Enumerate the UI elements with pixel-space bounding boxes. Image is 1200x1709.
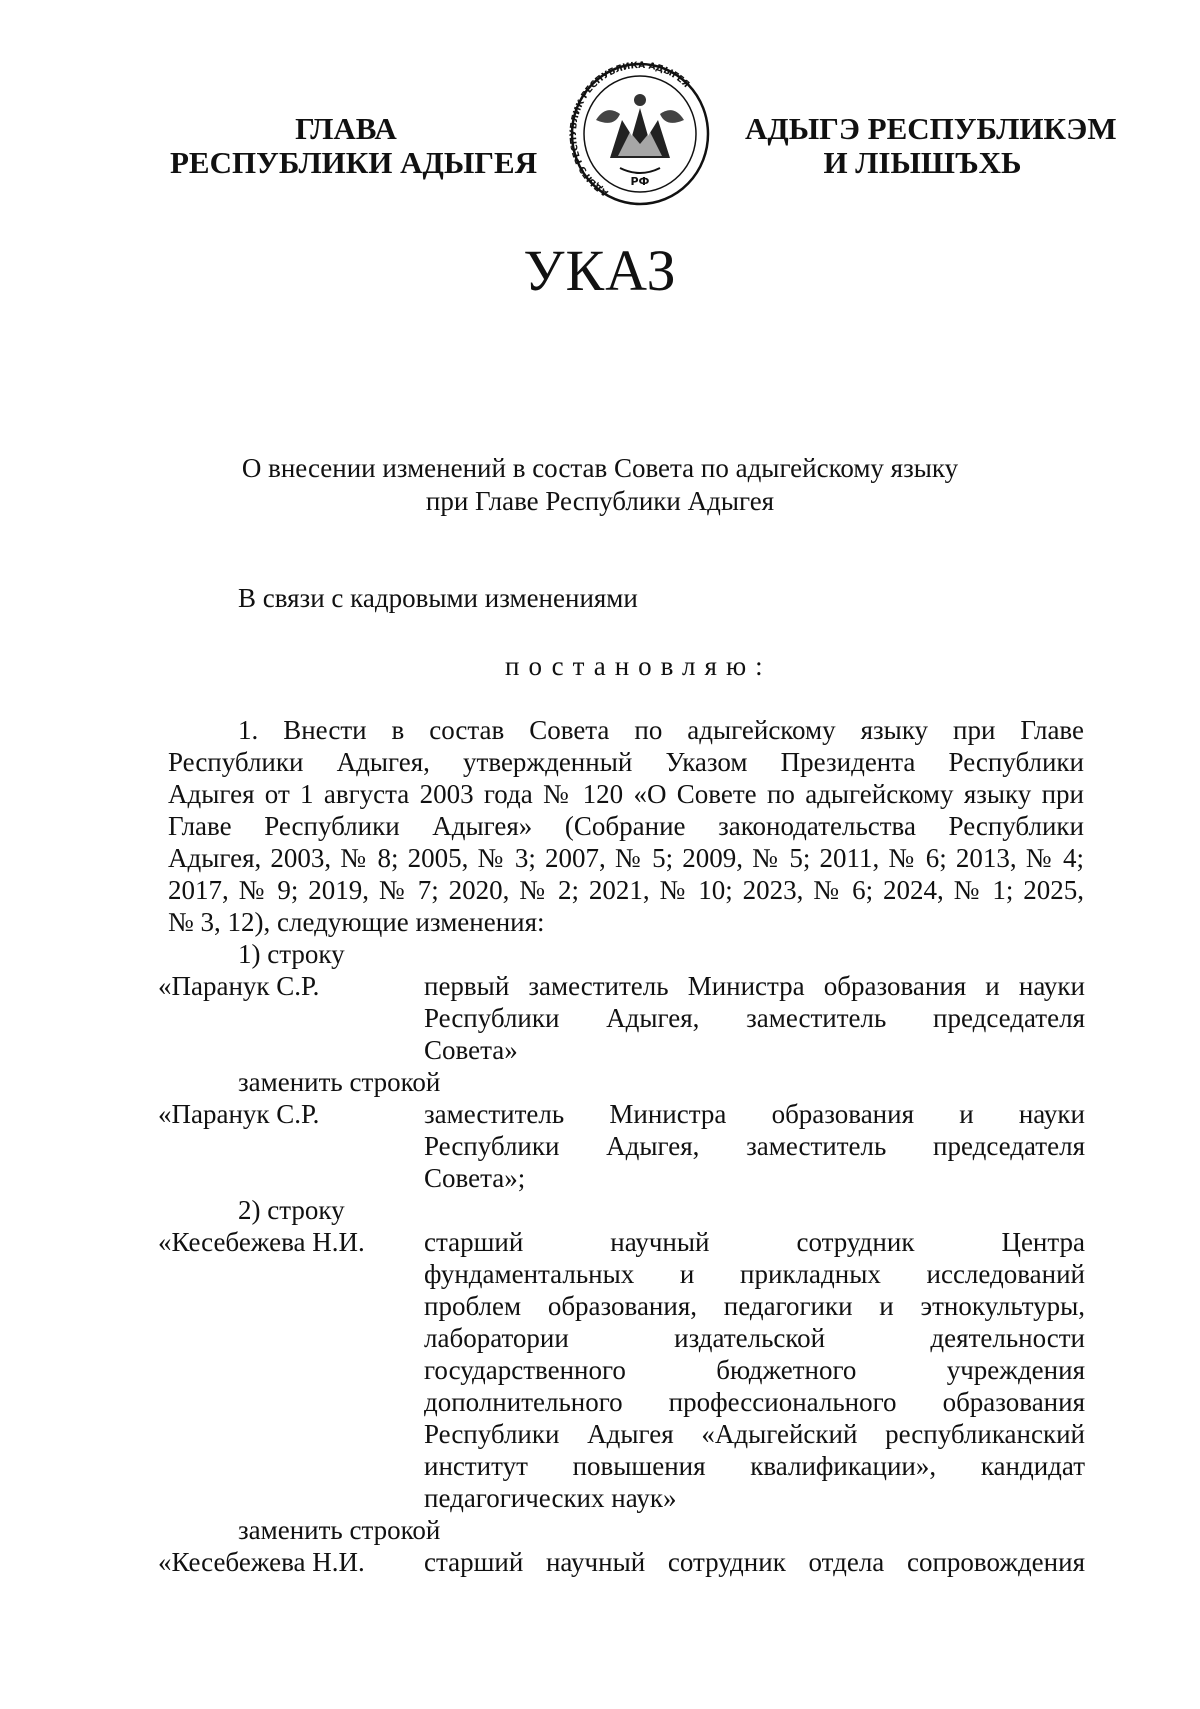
header-right-line1: АДЫГЭ РЕСПУБЛИКЭМ bbox=[745, 111, 1117, 146]
item2-old-line: педагогических наук» bbox=[424, 1483, 677, 1513]
item2-new-position bbox=[424, 1546, 1085, 1578]
item1-new-line: Совета»; bbox=[424, 1163, 526, 1193]
clause1-line: № 3, 12), следующие изменения: bbox=[168, 907, 545, 937]
item1-old-line: первый заместитель Министра образования и науки bbox=[424, 971, 1085, 1001]
item2-old-line: дополнительного профессионального образования bbox=[424, 1387, 1085, 1417]
emblem-base-text: РФ bbox=[630, 175, 650, 188]
item2-old-line: проблем образования, педагогики и этнокультуры, bbox=[424, 1291, 1085, 1321]
item1-old-line: Республики Адыгея, заместитель председателя bbox=[424, 1003, 1085, 1033]
item2-old-line: старший научный сотрудник Центра bbox=[424, 1227, 1085, 1257]
item2-old-line: институт повышения квалификации», кандидат bbox=[424, 1451, 1085, 1481]
emblem-ring-text: АДЫГЭ РЕСПУБЛИК РЕСПУБЛИКА АДЫГЕЯ bbox=[569, 60, 691, 198]
header-left-line1: ГЛАВА bbox=[295, 111, 397, 146]
item1-new-position bbox=[424, 1098, 1085, 1194]
item2-new-name: «Кесебежева Н.И. bbox=[158, 1547, 365, 1577]
clause1-line: 1. Внести в состав Совета по адыгейскому языку при Главе bbox=[238, 715, 1084, 745]
header-left-russian bbox=[170, 111, 538, 180]
subject-line-1: О внесении изменений в состав Совета по адыгейскому языку bbox=[241, 453, 959, 483]
item1-label: 1) строку bbox=[238, 939, 345, 969]
item2-old-line: лаборатории издательской деятельности bbox=[424, 1323, 1085, 1353]
decree-word: постановляю: bbox=[505, 651, 772, 681]
clause1-line: Республики Адыгея, утвержденный Указом Президента Республики bbox=[168, 747, 1084, 777]
item2-old-line: государственного бюджетного учреждения bbox=[424, 1355, 1085, 1385]
item2-replace-label: заменить строкой bbox=[238, 1515, 441, 1545]
item2-old-line: фундаментальных и прикладных исследований bbox=[424, 1259, 1085, 1289]
item1-old-name: «Паранук С.Р. bbox=[158, 971, 320, 1001]
coat-of-arms-icon bbox=[560, 60, 720, 208]
preamble: В связи с кадровыми изменениями bbox=[238, 583, 638, 613]
item2-new-line: старший научный сотрудник отдела сопровождения bbox=[424, 1547, 1085, 1577]
item1-new-name: «Паранук С.Р. bbox=[158, 1099, 320, 1129]
header-left-line2: РЕСПУБЛИКИ АДЫГЕЯ bbox=[170, 145, 538, 180]
header-right-line2: И ЛІЫШЪХЬ bbox=[823, 145, 1022, 180]
clause1-line: 2017, № 9; 2019, № 7; 2020, № 2; 2021, № 10; 2023, № 6; 2024, № 1; 2025, bbox=[168, 875, 1084, 905]
item1-new-line: Республики Адыгея, заместитель председателя bbox=[424, 1131, 1085, 1161]
decree-subject bbox=[0, 452, 1200, 518]
item1-new-line: заместитель Министра образования и науки bbox=[424, 1099, 1085, 1129]
clause1-line: Адыгея от 1 августа 2003 года № 120 «О Совете по адыгейскому языку при bbox=[168, 779, 1084, 809]
clause1-line: Главе Республики Адыгея» (Собрание законодательства Республики bbox=[168, 811, 1084, 841]
item1-old-position bbox=[424, 970, 1085, 1066]
clause1-line: Адыгея, 2003, № 8; 2005, № 3; 2007, № 5; 2009, № 5; 2011, № 6; 2013, № 4; bbox=[168, 843, 1084, 873]
item2-old-line: Республики Адыгея «Адыгейский республиканский bbox=[424, 1419, 1085, 1449]
header-right-adyghe bbox=[745, 111, 1117, 180]
document-title: УКАЗ bbox=[523, 238, 677, 303]
subject-line-2: при Главе Республики Адыгея bbox=[425, 486, 775, 516]
item2-old-position bbox=[424, 1226, 1085, 1514]
item2-old-name: «Кесебежева Н.И. bbox=[158, 1227, 365, 1257]
item1-replace-label: заменить строкой bbox=[238, 1067, 441, 1097]
item2-label: 2) строку bbox=[238, 1195, 345, 1225]
item1-old-line: Совета» bbox=[424, 1035, 518, 1065]
